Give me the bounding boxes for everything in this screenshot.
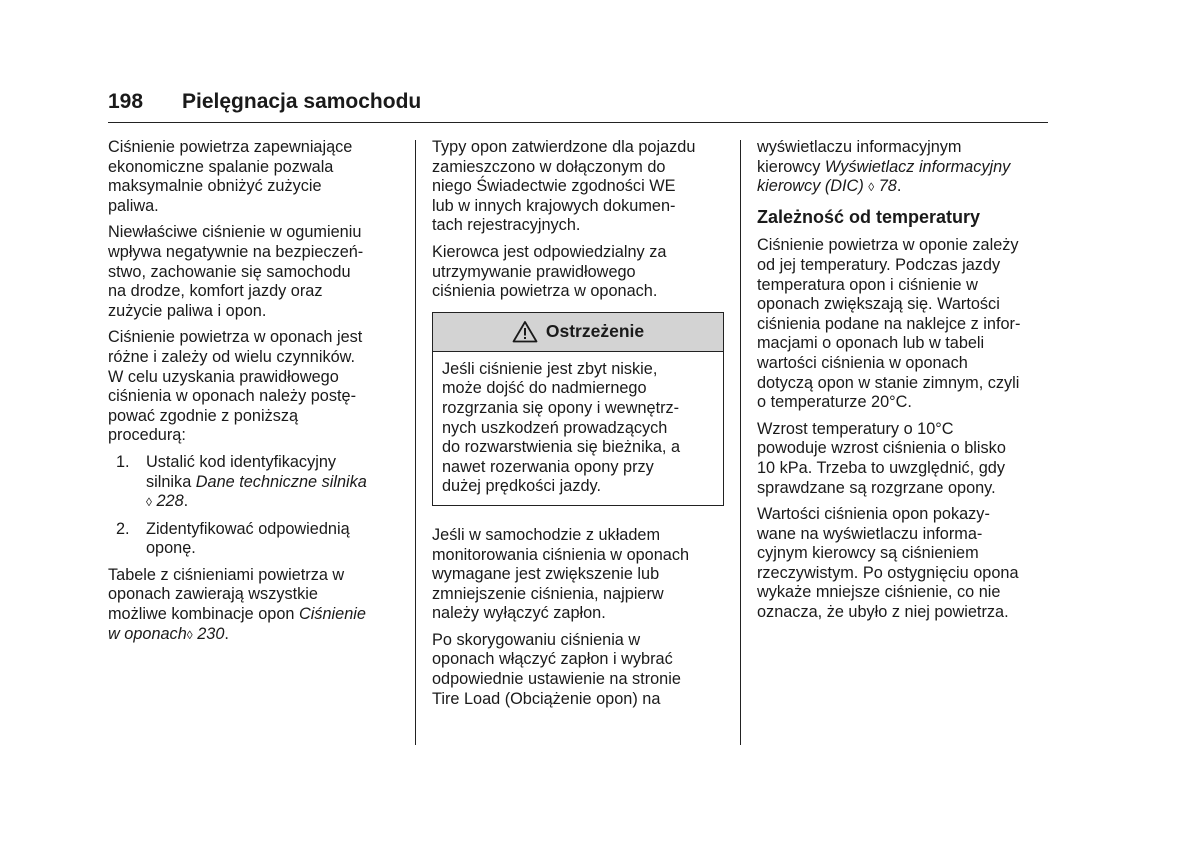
subheading-temperature: Zależność od temperatury bbox=[757, 206, 981, 227]
paragraph-procedure-intro: Ciśnienie powietrza w oponach jest różne i zależy od wielu czynników. W celu uzyskania prawidłowego ciśnienia w oponach należy postę‐ pować zgodnie z poniższą procedurą: bbox=[108, 328, 363, 445]
engine-data-link[interactable]: Dane techniczne silnika bbox=[195, 472, 367, 491]
procedure-step-1: 1. Ustalić kod identyfikacyjny silnika Dane techniczne silnika ◊ 228. bbox=[108, 453, 398, 513]
page-reference[interactable]: w oponach◊ 230. bbox=[108, 624, 229, 643]
page-number: 198 bbox=[108, 90, 144, 113]
page-header bbox=[108, 88, 1048, 123]
warning-header bbox=[433, 313, 723, 352]
tire-pressure-link[interactable]: Ciśnienie bbox=[298, 605, 366, 624]
warning-text: Jeśli ciśnienie jest zbyt niskie, może dojść do nadmiernego rozgrzania się opony i wewnętrz‐ nych uszkodzeń prowadzących do rozwarstwienia się bieżnika, a nawet rozerwania opony przy dużej prędkości jazdy. bbox=[442, 359, 681, 496]
column-2 bbox=[432, 138, 724, 716]
page-reference-icon: ◊ bbox=[868, 180, 875, 195]
paragraph-fuel-economy: Ciśnienie powietrza zapewniające ekonomiczne spalanie pozwala maksymalnie obniżyć zużycie paliwa. bbox=[108, 138, 353, 215]
paragraph-approved-tires: Typy opon zatwierdzone dla pojazdu zamieszczono w dołączonym do niego Świadectwie zgodności WE lub w innych krajowych dokumen‐ tach rejestracyjnych. bbox=[432, 138, 696, 235]
page-reference[interactable]: ◊ 228. bbox=[146, 492, 189, 511]
paragraph-driver-responsibility: Kierowca jest odpowiedzialny za utrzymywanie prawidłowego ciśnienia powietrza w oponach. bbox=[432, 242, 667, 301]
column-divider-1 bbox=[415, 140, 416, 745]
page-reference[interactable]: kierowcy (DIC) ◊ 78. bbox=[757, 177, 902, 196]
paragraph-improper-pressure: Niewłaściwe ciśnienie w ogumieniu wpływa negatywnie na bezpieczeń‐ stwo, zachowanie się samochodu na drodze, komfort jazdy oraz zużycie paliwa i opon. bbox=[108, 223, 364, 320]
page-reference-icon: ◊ bbox=[146, 495, 152, 510]
section-title: Pielęgnacja samochodu bbox=[182, 90, 422, 113]
paragraph-after-correction: Po skorygowaniu ciśnienia w oponach włączyć zapłon i wybrać odpowiednie ustawienie na stronie Tire Load (Obciążenie opon) na bbox=[432, 630, 681, 708]
warning-triangle-icon bbox=[512, 320, 538, 343]
column-divider-2 bbox=[740, 140, 741, 745]
procedure-steps bbox=[108, 453, 398, 559]
warning-box bbox=[432, 312, 724, 506]
procedure-step-2: 2. Zidentyfikować odpowiednią oponę. bbox=[116, 519, 350, 558]
warning-title: Ostrzeżenie bbox=[545, 320, 645, 341]
paragraph-tpms-adjust: Jeśli w samochodzie z układem monitorowania ciśnienia w oponach wymagane jest zwiększenie lub zmniejszenie ciśnienia, najpierw należy wyłączyć zapłon. bbox=[432, 525, 690, 623]
paragraph-temperature-increase: Wzrost temperatury o 10°C powoduje wzrost ciśnienia o blisko 10 kPa. Trzeba to uwzględnić, gdy sprawdzane są rozgrzane opony. bbox=[757, 419, 1006, 497]
column-1 bbox=[108, 138, 398, 652]
dic-link[interactable]: Wyświetlacz informacyjny bbox=[824, 157, 1011, 176]
paragraph-temperature-dependency: Ciśnienie powietrza w oponie zależy od jej temperatury. Podczas jazdy temperatura opon i ciśnienie w oponach zwiększają się. Wartości ciśnienia podane na naklejce z infor‐ macjami o oponach lub w tabeli wartości ciśnienia w oponach dotyczą opon w stanie zimnym, czyli o temperaturze 20°C. bbox=[757, 236, 1021, 412]
paragraph-dic-continued: wyświetlaczu informacyjnym kierowcy Wyświetlacz informacyjny kierowcy (DIC) ◊ 78. bbox=[757, 138, 1052, 198]
paragraph-pressure-tables: Tabele z ciśnieniami powietrza w oponach zawierają wszystkie możliwe kombinacje opon Ciśnienie w oponach◊ 230. bbox=[108, 566, 398, 645]
paragraph-displayed-values: Wartości ciśnienia opon pokazy‐ wane na wyświetlaczu informa‐ cyjnym kierowcy są ciśnieniem rzeczywistym. Po ostygnięciu opona wykaże mniejsze ciśnienie, co nie oznacza, że ubyło z niej powietrza. bbox=[757, 505, 1019, 622]
column-3 bbox=[757, 138, 1052, 630]
page-reference-icon: ◊ bbox=[186, 627, 193, 642]
